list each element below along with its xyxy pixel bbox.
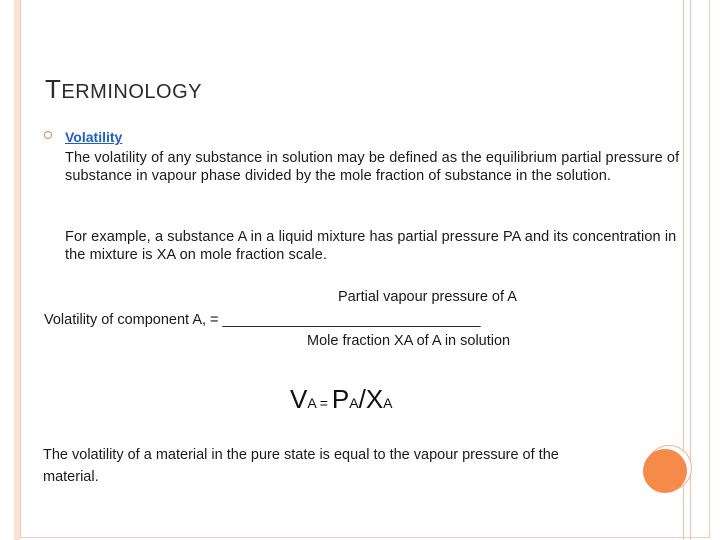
title-first-letter: T: [45, 74, 62, 104]
fraction-line: Volatility of component A, = ________________________________: [44, 312, 481, 328]
formula-slash: /: [358, 384, 366, 414]
volatility-link[interactable]: Volatility: [65, 129, 123, 145]
title-rest: ERMINOLOGY: [61, 81, 202, 103]
formula-p: P: [331, 384, 350, 414]
fraction-numerator: Partial vapour pressure of A: [338, 289, 517, 305]
volatility-formula: [290, 384, 393, 415]
formula-v-sub: A: [307, 395, 316, 411]
slide-title: [45, 74, 202, 105]
formula-x-sub: A: [383, 395, 393, 411]
formula-equals: =: [315, 395, 332, 411]
example-text: For example, a substance A in a liquid mixture has partial pressure PA and its concentration in the mixture is XA on mole fraction scale.: [65, 229, 677, 263]
fraction-denominator: Mole fraction XA of A in solution: [307, 333, 511, 349]
decor-circle: [643, 449, 687, 493]
formula-x: X: [365, 384, 384, 414]
formula-v: V: [290, 384, 308, 414]
closing-text: The volatility of a material in the pure state is equal to the vapour pressure of the material.: [43, 447, 559, 485]
formula-p-sub: A: [349, 395, 359, 411]
bullet-icon: [44, 131, 52, 139]
definition-text: The volatility of any substance in solution may be defined as the equilibrium partial pressure of substance in vapour phase divided by the mole fraction of substance in the solution.: [65, 150, 680, 184]
